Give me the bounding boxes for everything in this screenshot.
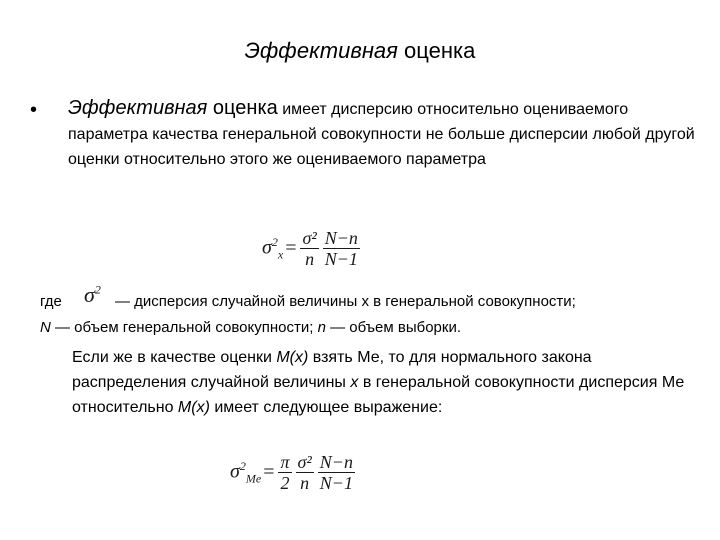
definition-line-2: N — объем генеральной совокупности; n — объем выборки.	[40, 319, 462, 336]
title-italic: Эффективная	[244, 38, 398, 63]
formula2-fraction-3: $\frac{N-n}{N-1}$	[319, 452, 353, 493]
mx-term-1: M(x)	[276, 349, 309, 366]
median-paragraph: Если же в качестве оценки M(x) взять Ме, то для нормального закона распределения случайной величины x в генеральной совокупности дисперсия Ме относительно M(x) имеет следующее выражение:	[72, 349, 685, 416]
definition-gde: где	[40, 293, 62, 310]
bullet-lead-italic: Эффективная	[68, 97, 208, 119]
definition-N: N	[40, 319, 51, 336]
equals-sign: =	[263, 461, 275, 483]
bullet-lead-rest: оценка	[207, 97, 278, 119]
mx-term-2: M(x)	[177, 399, 210, 416]
bullet-dot: •	[30, 99, 38, 121]
definition-n: n	[317, 319, 326, 336]
bullet-paragraph	[68, 96, 698, 172]
formula-variance-median	[230, 452, 357, 504]
equals-sign: =	[285, 237, 297, 259]
formula1-fraction-1: $\frac{\text{σ²}}{n}$	[302, 228, 317, 269]
formula1-lhs: $\sigma^2_x$	[262, 234, 284, 262]
bullet-text: имеет дисперсию относительно оцениваемого параметра качества генеральной совокупности не больше дисперсии любой другой оценки относительно этого же оцениваемого параметра	[68, 101, 695, 168]
x-term: x	[350, 374, 359, 391]
definition-line-1: — дисперсия случайной величины x в генеральной совокупности;	[115, 293, 576, 310]
formula1-fraction-2: $\frac{N-n}{N-1}$	[324, 228, 358, 269]
definition-sigma-symbol: $\sigma^2$	[84, 282, 101, 307]
formula2-fraction-2: $\frac{\text{σ²}}{n}$	[297, 452, 312, 493]
title-rest: оценка	[397, 38, 476, 63]
slide-title	[0, 36, 720, 66]
formula-variance-mean	[262, 228, 362, 280]
formula2-fraction-1: $\frac{\pi}{2}$	[280, 452, 290, 493]
bullet-lead	[68, 97, 278, 119]
formula2-lhs: $\sigma^2_{Me}$	[230, 458, 262, 486]
